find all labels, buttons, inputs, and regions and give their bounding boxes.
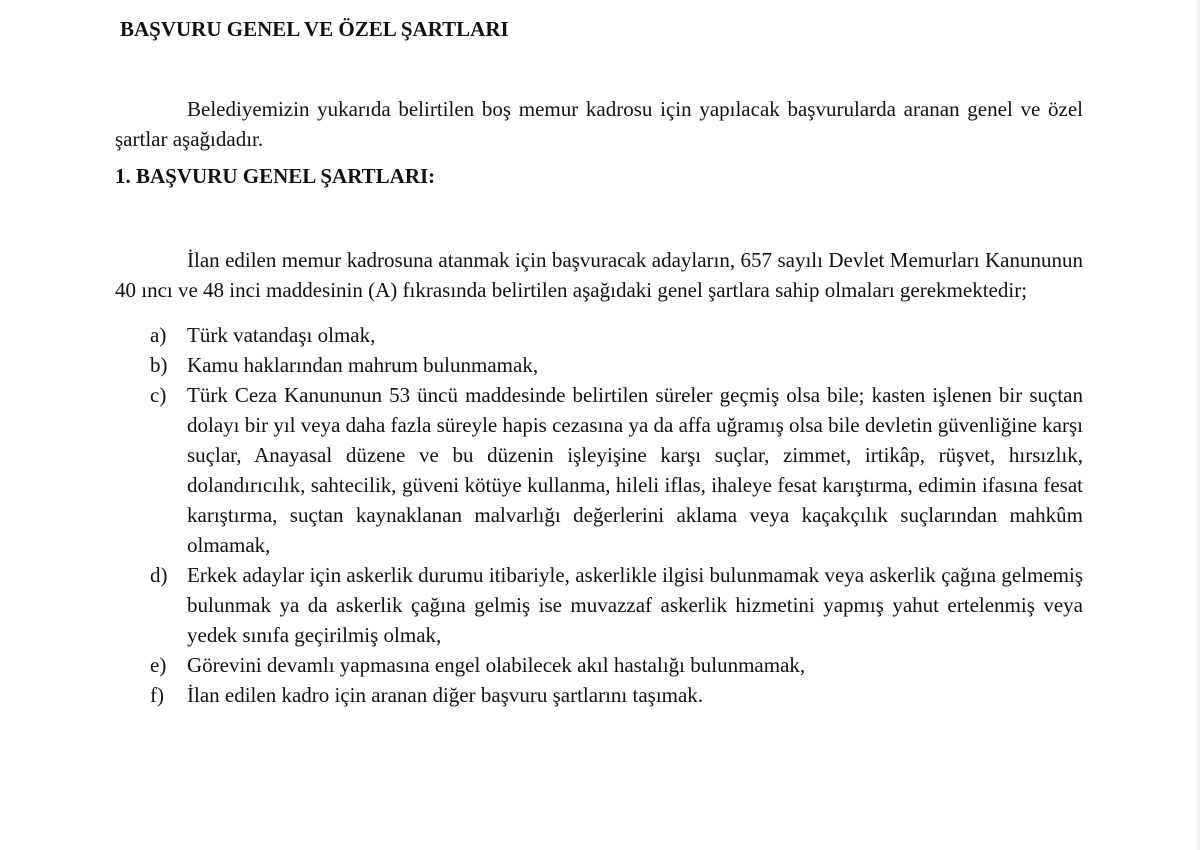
list-item-text: Türk Ceza Kanununun 53 üncü maddesinde belirtilen süreler geçmiş olsa bile; kasten işlenen bir suçtan dolayı bir yıl veya daha fazla süreyle hapis cezasına ya da affa uğramış olsa bile devletin güvenliğine karşı suçlar, Anayasal düzene ve bu düzenin işleyişine karşı suçlar, zimmet, irtikâp, rüşvet, hırsızlık, dolandırıcılık, sahtecilik, güveni kötüye kullanma, hileli iflas, ihaleye fesat karıştırma, edimin ifasına fesat karıştırma, suçtan kaynaklanan malvarlığı değerlerini aklama veya kaçakçılık suçlarından mahkûm olmamak, [187,383,1083,557]
list-item [150,560,1083,650]
list-item-letter: c) [150,383,167,407]
list-item-text: Kamu haklarından mahrum bulunmamak, [187,353,539,377]
list-item-text: Erkek adaylar için askerlik durumu itibariyle, askerlikle ilgisi bulunmamak veya askerlik çağına gelmemiş bulunmak ya da askerlik çağına gelmiş ise muvazzaf askerlik hizmetini yapmış yahut ertelenmiş veya yedek sınıfa geçirilmiş olmak, [187,563,1083,647]
list-item-text: Görevini devamlı yapmasına engel olabilecek akıl hastalığı bulunmamak, [187,653,806,677]
list-item-text: Türk vatandaşı olmak, [187,323,376,347]
list-item [150,350,1083,380]
list-item-letter: f) [150,683,164,707]
section-title: 1. BAŞVURU GENEL ŞARTLARI: [115,164,436,188]
document-title: BAŞVURU GENEL VE ÖZEL ŞARTLARI [120,17,509,41]
list-item [150,380,1083,560]
list-item [150,320,1083,350]
list-item [150,650,1083,680]
list-item-letter: d) [150,563,168,587]
list-item-text: İlan edilen kadro için aranan diğer başvuru şartlarını taşımak. [187,683,704,707]
scan-edge-shadow [1194,0,1200,850]
intro-paragraph: Belediyemizin yukarıda belirtilen boş memur kadrosu için yapılacak başvurularda aranan genel ve özel şartlar aşağıdadır. [115,97,1083,151]
section-intro-paragraph: İlan edilen memur kadrosuna atanmak için başvuracak adayların, 657 sayılı Devlet Memurları Kanununun 40 ıncı ve 48 inci maddesinin (A) fıkrasında belirtilen aşağıdaki genel şartlara sahip olmaları gerekmektedir; [115,248,1083,302]
list-item-letter: b) [150,353,168,377]
list-item-letter: e) [150,653,167,677]
list-item [150,680,1083,710]
list-item-letter: a) [150,323,167,347]
requirements-list [150,320,1083,710]
